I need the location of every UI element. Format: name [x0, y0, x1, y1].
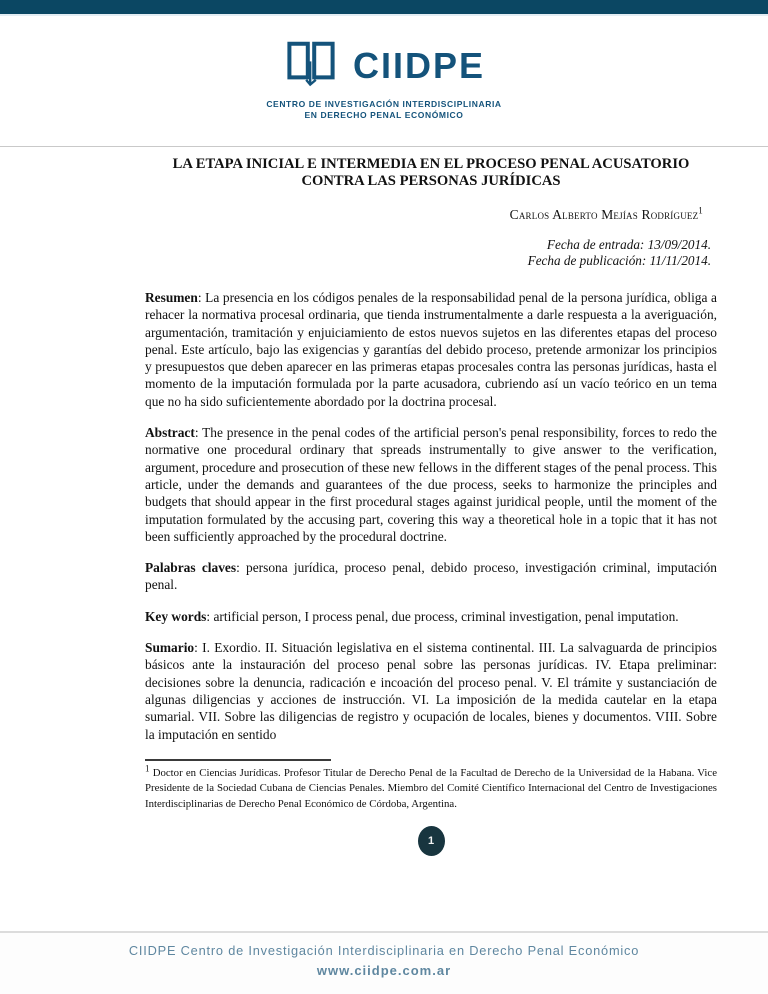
- tagline-line-1: CENTRO DE INVESTIGACIÓN INTERDISCIPLINARIA: [266, 99, 502, 109]
- sumario-text: : I. Exordio. II. Situación legislativa en el sistema continental. III. La salvaguarda de principios básicos ante la instauración del proceso penal sobre las personas jurídicas. IV. Etapa preliminar: decisiones sobre la denuncia, radicación e incoación del proceso penal. V. El trámite y sustanciación de algunas diligencias y acciones de instrucción. VI. La imposición de la medida cautelar en la etapa sumarial. VII. Sobre las diligencias de registro y ocupación de locales, bienes y documentos. VIII. Sobre la imputación en sentido: [145, 640, 717, 742]
- date-published: Fecha de publicación: 11/11/2014.: [527, 253, 711, 268]
- sumario-label: Sumario: [145, 640, 195, 656]
- logo-wordmark: CIIDPE: [352, 44, 486, 86]
- abstract-label: Abstract: [145, 425, 195, 441]
- title-line-2: CONTRA LAS PERSONAS JURÍDICAS: [301, 172, 561, 189]
- header: [0, 16, 768, 147]
- tagline-line-2: EN DERECHO PENAL ECONÓMICO: [304, 110, 464, 120]
- footer-org-name: CIIDPE Centro de Investigación Interdisciplinaria en Derecho Penal Económico: [128, 943, 640, 958]
- open-book-icon: [283, 39, 339, 92]
- keywords-es-text: : persona jurídica, proceso penal, debido proceso, investigación criminal, imputación penal.: [145, 560, 717, 593]
- keywords-en-text: : artificial person, I process penal, due process, criminal investigation, penal imputation.: [206, 608, 679, 624]
- keywords-en-paragraph: [145, 608, 717, 625]
- keywords-es-label: Palabras claves: [145, 560, 237, 576]
- keywords-en-label: Key words: [145, 608, 207, 624]
- author-footnote-ref: 1: [698, 205, 703, 216]
- page-number-area: [145, 826, 717, 856]
- article-title: [145, 156, 717, 189]
- footer: [0, 931, 768, 994]
- abstract-paragraph: [145, 424, 717, 545]
- logo-tagline: [0, 99, 768, 121]
- footnote-ref: 1: [145, 763, 150, 774]
- author-name: Carlos Alberto Mejías Rodríguez: [509, 207, 699, 222]
- footnote-separator: [145, 759, 331, 761]
- resumen-label: Resumen: [145, 290, 198, 305]
- author-line: [145, 207, 717, 223]
- footnote: [145, 763, 717, 813]
- top-brand-bar: [0, 0, 768, 16]
- logo: [0, 39, 768, 92]
- article-body: [145, 147, 717, 856]
- footer-website-link[interactable]: www.ciidpe.com.ar: [316, 963, 452, 978]
- date-received: Fecha de entrada: 13/09/2014.: [546, 237, 711, 252]
- sumario-paragraph: [145, 639, 717, 743]
- page-number-badge: 1: [418, 826, 445, 856]
- abstract-text: : The presence in the penal codes of the artificial person's penal responsibility, forces to redo the normative one procedural ordinary that spreads instrumentally to give answer to the verification, argument, procedure and prosecution of these new fellows in the different stages of the penal process. This article, under the demands and guarantees of the due process, seeks to harmonize the principles and budgets that should appear in the first procedural stages against juridical people, until the moment of the imputation formulated by the accusing part, covering this way a theoretical hole in a topic that it has not been sufficiently approached by the procedural doctrine.: [145, 425, 717, 544]
- keywords-es-paragraph: [145, 559, 717, 594]
- dates-block: [145, 237, 717, 269]
- footnote-text: Doctor en Ciencias Jurídicas. Profesor Titular de Derecho Penal de la Facultad de Derecho de la Universidad de la Habana. Vice Presidente de la Sociedad Cubana de Ciencias Penales. Miembro del Comité Científico Internacional del Centro de Investigaciones Interdisciplinarias de Derecho Penal Económico de Córdoba, Argentina.: [145, 766, 717, 810]
- resumen-paragraph: [145, 289, 717, 410]
- resumen-text: : La presencia en los códigos penales de la responsabilidad penal de la persona jurídica, obliga a rehacer la normativa procesal ordinaria, que tienda instrumentalmente a darle respuesta a la averiguación, argumentación, tramitación y enjuiciamiento de estos nuevos sujetos en las diferentes etapas del proceso penal. Este artículo, bajo las exigencias y garantías del debido proceso, pretende armonizar los principios y presupuestos que deben aparecer en las primeras etapas procesales contra las personas jurídicas, hasta el momento de la imputación formulada por la parte acusadora, cubriendo así un vacío teórico en un tema que no ha sido suficientemente abordado por la doctrina procesal.: [145, 290, 717, 409]
- title-line-1: LA ETAPA INICIAL E INTERMEDIA EN EL PROCESO PENAL ACUSATORIO: [172, 156, 690, 172]
